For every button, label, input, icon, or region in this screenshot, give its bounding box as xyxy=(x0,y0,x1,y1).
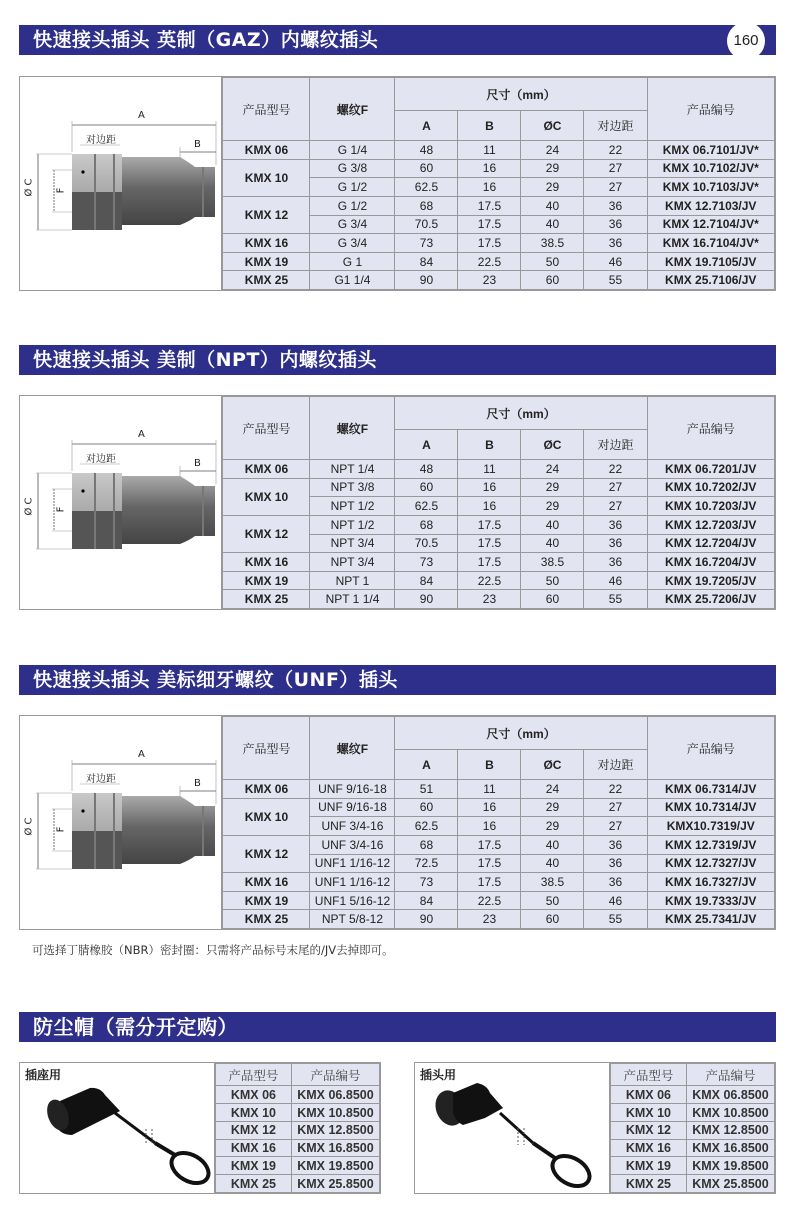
b-cell: 22.5 xyxy=(458,252,521,271)
table-row xyxy=(215,1121,379,1139)
model-cell: KMX 16 xyxy=(223,553,310,572)
thread-cell: G 1/4 xyxy=(310,141,395,160)
c-cell: 40 xyxy=(521,196,584,215)
code-cell: KMX 12.7204/JV xyxy=(647,534,775,553)
thread-cell: UNF 9/16-18 xyxy=(310,780,395,799)
header-hex: 对边距 xyxy=(584,430,647,460)
c-cell: 38.5 xyxy=(521,234,584,253)
table-row xyxy=(223,271,775,290)
table-row xyxy=(215,1104,379,1122)
model-cell: KMX 12 xyxy=(215,1121,291,1139)
c-cell: 29 xyxy=(521,178,584,197)
thread-cell: UNF 3/4-16 xyxy=(310,835,395,854)
socket-cap-data xyxy=(215,1063,380,1193)
model-cell: KMX 25 xyxy=(223,271,310,290)
a-cell: 62.5 xyxy=(395,497,458,516)
model-cell: KMX 16 xyxy=(223,873,310,892)
model-cell: KMX 16 xyxy=(215,1139,291,1157)
code-cell: KMX 10.7202/JV xyxy=(647,478,775,497)
hex-cell: 36 xyxy=(584,515,647,534)
a-cell: 68 xyxy=(395,835,458,854)
a-cell: 68 xyxy=(395,515,458,534)
dim-hex-label: 对边距 xyxy=(86,774,116,785)
thread-cell: G 3/8 xyxy=(310,159,395,178)
c-cell: 24 xyxy=(521,460,584,479)
table-row xyxy=(215,1086,379,1104)
thread-cell: UNF 9/16-18 xyxy=(310,798,395,817)
code-cell: KMX 06.7314/JV xyxy=(647,780,775,799)
model-cell: KMX 10 xyxy=(215,1104,291,1122)
header-model: 产品型号 xyxy=(610,1064,686,1086)
b-cell: 22.5 xyxy=(458,891,521,910)
table-row xyxy=(215,1157,379,1175)
thread-cell: UNF1 5/16-12 xyxy=(310,891,395,910)
thread-cell: UNF1 1/16-12 xyxy=(310,854,395,873)
nbr-seal-note: 可选择丁腈橡胶（NBR）密封圈：只需将产品标号末尾的/JV去掉即可。 xyxy=(32,943,394,957)
thread-cell: G 3/4 xyxy=(310,215,395,234)
hex-cell: 46 xyxy=(584,571,647,590)
b-cell: 17.5 xyxy=(458,196,521,215)
thread-cell: NPT 3/4 xyxy=(310,553,395,572)
thread-cell: NPT 3/8 xyxy=(310,478,395,497)
a-cell: 84 xyxy=(395,571,458,590)
c-cell: 24 xyxy=(521,780,584,799)
dim-c-label: Ø C xyxy=(23,817,35,836)
code-cell: KMX 12.7104/JV* xyxy=(647,215,775,234)
model-cell: KMX 12 xyxy=(223,835,310,872)
a-cell: 48 xyxy=(395,141,458,160)
b-cell: 17.5 xyxy=(458,835,521,854)
table-row xyxy=(223,910,775,929)
dust-cap-table-socket xyxy=(19,1062,381,1194)
thread-cell: NPT 5/8-12 xyxy=(310,910,395,929)
c-cell: 24 xyxy=(521,141,584,160)
hex-cell: 36 xyxy=(584,835,647,854)
a-cell: 72.5 xyxy=(395,854,458,873)
code-cell: KMX 10.8500 xyxy=(291,1104,379,1122)
unf-spec-data xyxy=(222,716,775,929)
a-cell: 90 xyxy=(395,271,458,290)
code-cell: KMX 12.7103/JV xyxy=(647,196,775,215)
table-row xyxy=(610,1086,774,1104)
header-code: 产品编号 xyxy=(647,717,775,780)
dust-cap-label: 插头用 xyxy=(420,1068,457,1082)
model-cell: KMX 10 xyxy=(223,798,310,835)
hex-cell: 22 xyxy=(584,780,647,799)
c-cell: 60 xyxy=(521,271,584,290)
spec-table-unf xyxy=(19,715,776,930)
a-cell: 73 xyxy=(395,873,458,892)
fitting-drawing-icon xyxy=(20,77,223,290)
code-cell: KMX 10.8500 xyxy=(686,1104,774,1122)
section-title-dust-caps: 防尘帽（需分开定购） xyxy=(19,1012,776,1042)
dust-cap-label: 插座用 xyxy=(25,1068,62,1082)
table-row xyxy=(610,1104,774,1122)
code-cell: KMX 16.8500 xyxy=(686,1139,774,1157)
b-cell: 17.5 xyxy=(458,873,521,892)
b-cell: 23 xyxy=(458,271,521,290)
a-cell: 90 xyxy=(395,910,458,929)
hex-cell: 36 xyxy=(584,534,647,553)
thread-cell: G 3/4 xyxy=(310,234,395,253)
dust-cap-socket-icon xyxy=(20,1063,216,1193)
b-cell: 22.5 xyxy=(458,571,521,590)
header-size: 尺寸（mm） xyxy=(395,397,647,430)
dim-a-label: A xyxy=(138,110,145,121)
model-cell: KMX 06 xyxy=(215,1086,291,1104)
code-cell: KMX 12.7327/JV xyxy=(647,854,775,873)
c-cell: 38.5 xyxy=(521,873,584,892)
code-cell: KMX 19.7333/JV xyxy=(647,891,775,910)
model-cell: KMX 06 xyxy=(223,141,310,160)
model-cell: KMX 10 xyxy=(223,478,310,515)
dim-b-label: B xyxy=(194,139,201,150)
dim-c-label: Ø C xyxy=(23,178,35,197)
a-cell: 73 xyxy=(395,234,458,253)
code-cell: KMX 25.7341/JV xyxy=(647,910,775,929)
header-model: 产品型号 xyxy=(223,717,310,780)
thread-cell: NPT 3/4 xyxy=(310,534,395,553)
section-title-unf: 快速接头插头 美标细牙螺纹（UNF）插头 xyxy=(19,665,776,695)
model-cell: KMX 06 xyxy=(223,460,310,479)
a-cell: 90 xyxy=(395,590,458,609)
model-cell: KMX 12 xyxy=(223,196,310,233)
c-cell: 40 xyxy=(521,215,584,234)
a-cell: 84 xyxy=(395,252,458,271)
thread-cell: G 1 xyxy=(310,252,395,271)
a-cell: 62.5 xyxy=(395,178,458,197)
section-title-npt: 快速接头插头 美制（NPT）内螺纹插头 xyxy=(19,345,776,375)
a-cell: 48 xyxy=(395,460,458,479)
header-model: 产品型号 xyxy=(223,397,310,460)
a-cell: 70.5 xyxy=(395,215,458,234)
header-model: 产品型号 xyxy=(223,78,310,141)
plug-cap-data xyxy=(610,1063,775,1193)
gaz-spec-data xyxy=(222,77,775,290)
code-cell: KMX 06.7101/JV* xyxy=(647,141,775,160)
header-size: 尺寸（mm） xyxy=(395,78,647,111)
thread-cell: UNF1 1/16-12 xyxy=(310,873,395,892)
code-cell: KMX 19.7105/JV xyxy=(647,252,775,271)
hex-cell: 36 xyxy=(584,234,647,253)
dim-b-label: B xyxy=(194,458,201,469)
hex-cell: 27 xyxy=(584,478,647,497)
hex-cell: 46 xyxy=(584,891,647,910)
code-cell: KMX 16.7104/JV* xyxy=(647,234,775,253)
code-cell: KMX 06.7201/JV xyxy=(647,460,775,479)
model-cell: KMX 16 xyxy=(610,1139,686,1157)
model-cell: KMX 19 xyxy=(223,252,310,271)
c-cell: 40 xyxy=(521,854,584,873)
hex-cell: 46 xyxy=(584,252,647,271)
code-cell: KMX 25.7106/JV xyxy=(647,271,775,290)
thread-cell: G 1/2 xyxy=(310,178,395,197)
hex-cell: 27 xyxy=(584,159,647,178)
hex-cell: 27 xyxy=(584,798,647,817)
code-cell: KMX 16.8500 xyxy=(291,1139,379,1157)
a-cell: 70.5 xyxy=(395,534,458,553)
code-cell: KMX 10.7203/JV xyxy=(647,497,775,516)
b-cell: 11 xyxy=(458,460,521,479)
model-cell: KMX 25 xyxy=(223,910,310,929)
table-row xyxy=(610,1157,774,1175)
hex-cell: 36 xyxy=(584,873,647,892)
table-row xyxy=(223,141,775,160)
code-cell: KMX 12.7319/JV xyxy=(647,835,775,854)
thread-cell: G 1/2 xyxy=(310,196,395,215)
c-cell: 29 xyxy=(521,159,584,178)
table-row xyxy=(610,1139,774,1157)
spec-table-npt xyxy=(19,395,776,610)
c-cell: 29 xyxy=(521,478,584,497)
header-code: 产品编号 xyxy=(291,1064,379,1086)
table-row xyxy=(223,478,775,497)
model-cell: KMX 19 xyxy=(223,891,310,910)
header-c: ØC xyxy=(521,430,584,460)
code-cell: KMX 06.8500 xyxy=(291,1086,379,1104)
dim-hex-label: 对边距 xyxy=(86,135,116,146)
code-cell: KMX 16.7327/JV xyxy=(647,873,775,892)
hex-cell: 27 xyxy=(584,178,647,197)
table-row xyxy=(223,515,775,534)
b-cell: 16 xyxy=(458,178,521,197)
dim-hex-label: 对边距 xyxy=(86,454,116,465)
table-row xyxy=(223,460,775,479)
model-cell: KMX 10 xyxy=(223,159,310,196)
code-cell: KMX 10.7102/JV* xyxy=(647,159,775,178)
b-cell: 17.5 xyxy=(458,553,521,572)
c-cell: 60 xyxy=(521,590,584,609)
a-cell: 73 xyxy=(395,553,458,572)
b-cell: 16 xyxy=(458,497,521,516)
dim-b-label: B xyxy=(194,778,201,789)
c-cell: 29 xyxy=(521,497,584,516)
table-row xyxy=(223,835,775,854)
header-b: B xyxy=(458,750,521,780)
table-row xyxy=(610,1121,774,1139)
code-cell: KMX 12.8500 xyxy=(291,1121,379,1139)
hex-cell: 27 xyxy=(584,817,647,836)
table-row xyxy=(610,1175,774,1193)
thread-cell: NPT 1 1/4 xyxy=(310,590,395,609)
hex-cell: 22 xyxy=(584,460,647,479)
b-cell: 16 xyxy=(458,798,521,817)
table-row xyxy=(223,553,775,572)
c-cell: 50 xyxy=(521,571,584,590)
model-cell: KMX 19 xyxy=(223,571,310,590)
thread-cell: G1 1/4 xyxy=(310,271,395,290)
fitting-diagram xyxy=(20,77,222,290)
code-cell: KMX 25.8500 xyxy=(291,1175,379,1193)
page-number: 160 xyxy=(727,22,765,60)
hex-cell: 36 xyxy=(584,215,647,234)
c-cell: 40 xyxy=(521,515,584,534)
model-cell: KMX 25 xyxy=(223,590,310,609)
hex-cell: 22 xyxy=(584,141,647,160)
header-b: B xyxy=(458,111,521,141)
model-cell: KMX 25 xyxy=(215,1175,291,1193)
a-cell: 51 xyxy=(395,780,458,799)
dim-f-label: F xyxy=(55,826,67,833)
c-cell: 29 xyxy=(521,798,584,817)
code-cell: KMX 10.7103/JV* xyxy=(647,178,775,197)
dust-cap-plug-icon xyxy=(415,1063,611,1193)
header-c: ØC xyxy=(521,750,584,780)
b-cell: 17.5 xyxy=(458,215,521,234)
table-row xyxy=(223,798,775,817)
header-hex: 对边距 xyxy=(584,111,647,141)
header-code: 产品编号 xyxy=(686,1064,774,1086)
model-cell: KMX 06 xyxy=(610,1086,686,1104)
header-code: 产品编号 xyxy=(647,78,775,141)
spec-table-gaz xyxy=(19,76,776,291)
table-row xyxy=(223,196,775,215)
hex-cell: 36 xyxy=(584,854,647,873)
header-thread: 螺纹F xyxy=(310,717,395,780)
a-cell: 60 xyxy=(395,478,458,497)
header-a: A xyxy=(395,750,458,780)
npt-spec-data xyxy=(222,396,775,609)
code-cell: KMX 19.7205/JV xyxy=(647,571,775,590)
section-title-gaz: 快速接头插头 英制（GAZ）内螺纹插头 xyxy=(19,25,776,55)
code-cell: KMX 25.8500 xyxy=(686,1175,774,1193)
a-cell: 68 xyxy=(395,196,458,215)
dust-cap-figure xyxy=(20,1063,215,1193)
header-model: 产品型号 xyxy=(215,1064,291,1086)
hex-cell: 55 xyxy=(584,271,647,290)
table-row xyxy=(215,1139,379,1157)
code-cell: KMX 12.8500 xyxy=(686,1121,774,1139)
header-a: A xyxy=(395,430,458,460)
b-cell: 16 xyxy=(458,817,521,836)
table-row xyxy=(223,234,775,253)
dust-cap-figure xyxy=(415,1063,610,1193)
hex-cell: 36 xyxy=(584,553,647,572)
b-cell: 23 xyxy=(458,590,521,609)
model-cell: KMX 19 xyxy=(215,1157,291,1175)
thread-cell: NPT 1/4 xyxy=(310,460,395,479)
c-cell: 40 xyxy=(521,835,584,854)
b-cell: 16 xyxy=(458,159,521,178)
b-cell: 11 xyxy=(458,141,521,160)
dim-f-label: F xyxy=(55,187,67,194)
c-cell: 50 xyxy=(521,252,584,271)
dim-a-label: A xyxy=(138,749,145,760)
b-cell: 17.5 xyxy=(458,534,521,553)
header-b: B xyxy=(458,430,521,460)
thread-cell: NPT 1/2 xyxy=(310,515,395,534)
hex-cell: 36 xyxy=(584,196,647,215)
c-cell: 40 xyxy=(521,534,584,553)
thread-cell: NPT 1 xyxy=(310,571,395,590)
a-cell: 62.5 xyxy=(395,817,458,836)
fitting-drawing-icon xyxy=(20,396,223,609)
b-cell: 17.5 xyxy=(458,234,521,253)
code-cell: KMX 19.8500 xyxy=(291,1157,379,1175)
table-row xyxy=(223,780,775,799)
code-cell: KMX 10.7314/JV xyxy=(647,798,775,817)
table-row xyxy=(223,891,775,910)
b-cell: 17.5 xyxy=(458,515,521,534)
code-cell: KMX10.7319/JV xyxy=(647,817,775,836)
c-cell: 29 xyxy=(521,817,584,836)
table-row xyxy=(223,571,775,590)
model-cell: KMX 16 xyxy=(223,234,310,253)
code-cell: KMX 12.7203/JV xyxy=(647,515,775,534)
hex-cell: 55 xyxy=(584,590,647,609)
code-cell: KMX 06.8500 xyxy=(686,1086,774,1104)
header-c: ØC xyxy=(521,111,584,141)
header-thread: 螺纹F xyxy=(310,78,395,141)
dust-cap-table-plug xyxy=(414,1062,776,1194)
dim-c-label: Ø C xyxy=(23,497,35,516)
header-code: 产品编号 xyxy=(647,397,775,460)
header-hex: 对边距 xyxy=(584,750,647,780)
dim-f-label: F xyxy=(55,506,67,513)
code-cell: KMX 19.8500 xyxy=(686,1157,774,1175)
table-row xyxy=(223,159,775,178)
dim-a-label: A xyxy=(138,429,145,440)
model-cell: KMX 10 xyxy=(610,1104,686,1122)
header-thread: 螺纹F xyxy=(310,397,395,460)
fitting-diagram xyxy=(20,396,222,609)
c-cell: 50 xyxy=(521,891,584,910)
c-cell: 60 xyxy=(521,910,584,929)
model-cell: KMX 19 xyxy=(610,1157,686,1175)
header-size: 尺寸（mm） xyxy=(395,717,647,750)
a-cell: 60 xyxy=(395,159,458,178)
model-cell: KMX 25 xyxy=(610,1175,686,1193)
thread-cell: NPT 1/2 xyxy=(310,497,395,516)
a-cell: 84 xyxy=(395,891,458,910)
a-cell: 60 xyxy=(395,798,458,817)
fitting-drawing-icon xyxy=(20,716,223,929)
fitting-diagram xyxy=(20,716,222,929)
code-cell: KMX 25.7206/JV xyxy=(647,590,775,609)
b-cell: 11 xyxy=(458,780,521,799)
b-cell: 23 xyxy=(458,910,521,929)
b-cell: 16 xyxy=(458,478,521,497)
header-a: A xyxy=(395,111,458,141)
b-cell: 17.5 xyxy=(458,854,521,873)
hex-cell: 27 xyxy=(584,497,647,516)
table-row xyxy=(215,1175,379,1193)
model-cell: KMX 12 xyxy=(610,1121,686,1139)
thread-cell: UNF 3/4-16 xyxy=(310,817,395,836)
code-cell: KMX 16.7204/JV xyxy=(647,553,775,572)
hex-cell: 55 xyxy=(584,910,647,929)
model-cell: KMX 06 xyxy=(223,780,310,799)
c-cell: 38.5 xyxy=(521,553,584,572)
table-row xyxy=(223,590,775,609)
model-cell: KMX 12 xyxy=(223,515,310,552)
table-row xyxy=(223,252,775,271)
table-row xyxy=(223,873,775,892)
